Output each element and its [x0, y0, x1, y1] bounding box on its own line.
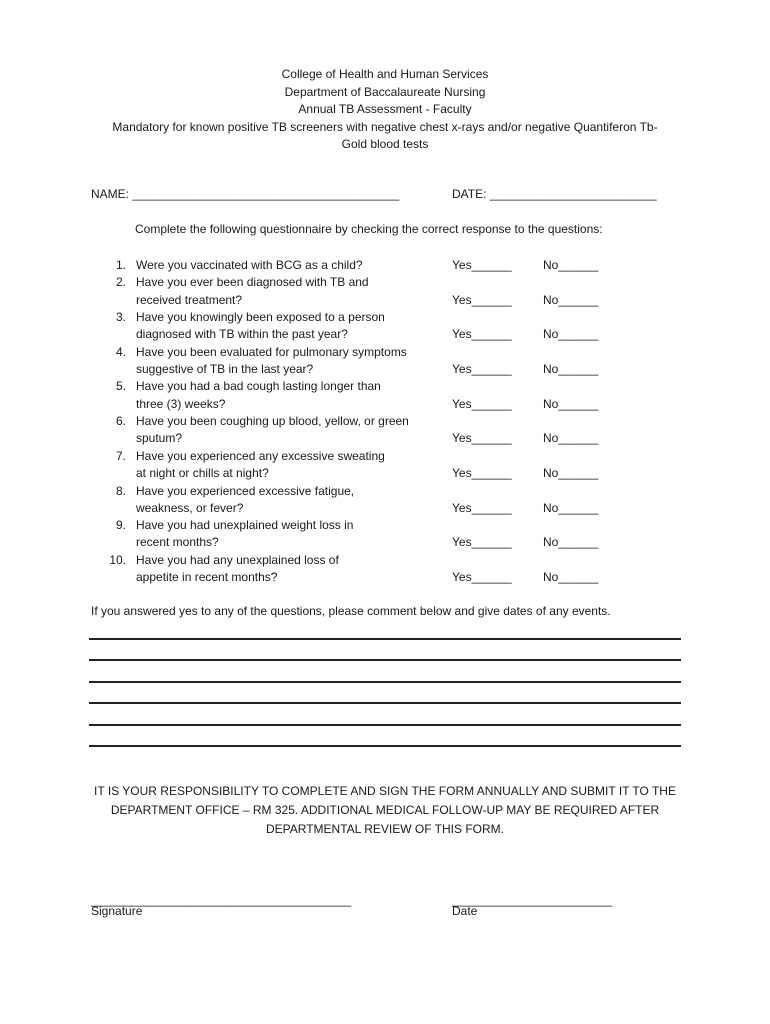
signature-date-label: Date — [452, 904, 478, 918]
question-number: 10. — [109, 552, 126, 567]
no-answer-field[interactable]: No______ — [543, 466, 599, 481]
question-item — [0, 413, 770, 448]
question-text-line1: Have you experienced excessive fatigue, — [136, 483, 355, 498]
comment-line[interactable] — [89, 724, 681, 726]
yes-answer-field[interactable]: Yes______ — [452, 431, 512, 446]
question-text — [136, 483, 436, 518]
yes-answer-field[interactable]: Yes______ — [452, 292, 512, 307]
question-text-line2: at night or chills at night? — [136, 466, 269, 481]
no-answer-field[interactable]: No______ — [543, 292, 599, 307]
college-name: College of Health and Human Services — [281, 67, 489, 81]
question-text-line2: suggestive of TB in the last year? — [136, 361, 314, 376]
question-number: 7. — [115, 448, 126, 463]
question-text-line1: Have you knowingly been exposed to a person — [136, 310, 385, 324]
question-text — [136, 552, 436, 587]
question-number: 5. — [115, 379, 126, 394]
question-item — [0, 448, 770, 483]
responsibility-line3: DEPARTMENTAL REVIEW OF THIS FORM. — [265, 822, 505, 836]
question-text-line2: diagnosed with TB within the past year? — [136, 327, 348, 342]
question-number: 9. — [115, 518, 126, 533]
comment-line[interactable] — [89, 745, 681, 747]
yes-answer-field[interactable]: Yes______ — [452, 396, 512, 411]
yes-answer-field[interactable]: Yes______ — [452, 500, 512, 515]
form-subtitle-line2: Gold blood tests — [341, 137, 429, 151]
question-item — [0, 483, 770, 518]
question-text-line1: Have you had a bad cough lasting longer than — [136, 379, 381, 394]
question-number: 3. — [115, 310, 126, 324]
question-item — [0, 378, 770, 413]
question-number: 2. — [115, 275, 126, 290]
question-item — [0, 344, 770, 379]
no-answer-field[interactable]: No______ — [543, 431, 599, 446]
form-subtitle-line1: Mandatory for known positive TB screeners with negative chest x-rays and/or negative Quantiferon Tb- — [112, 119, 658, 134]
question-text-line1: Have you had unexplained weight loss in — [136, 518, 354, 533]
form-header — [0, 66, 770, 154]
no-answer-field[interactable]: No______ — [543, 535, 599, 550]
signature-date-field[interactable]: ________________________ — [452, 893, 613, 907]
no-answer-field[interactable]: No______ — [543, 500, 599, 515]
responsibility-line1: IT IS YOUR RESPONSIBILITY TO COMPLETE AND SIGN THE FORM ANNUALLY AND SUBMIT IT TO THE — [94, 784, 676, 798]
question-item — [0, 517, 770, 552]
no-answer-field[interactable]: No______ — [543, 396, 599, 411]
question-text-line2: sputum? — [136, 431, 183, 446]
no-answer-field[interactable]: No______ — [543, 570, 599, 585]
question-text — [136, 274, 436, 309]
question-item — [0, 274, 770, 309]
question-text-line1: Were you vaccinated with BCG as a child? — [136, 258, 363, 272]
yes-answer-field[interactable]: Yes______ — [452, 466, 512, 481]
form-title: Annual TB Assessment - Faculty — [298, 102, 472, 116]
name-field[interactable]: NAME: ________________________________________ — [91, 187, 400, 201]
question-number: 8. — [115, 483, 126, 498]
question-text — [136, 413, 436, 448]
question-text-line2: weakness, or fever? — [136, 500, 244, 515]
responsibility-notice — [0, 782, 770, 839]
instructions-text: Complete the following questionnaire by checking the correct response to the questions: — [135, 222, 603, 236]
comment-line[interactable] — [89, 638, 681, 640]
question-text-line1: Have you been evaluated for pulmonary symptoms — [136, 344, 407, 359]
question-text — [136, 448, 436, 483]
question-number: 1. — [115, 258, 126, 272]
question-text — [136, 309, 436, 344]
yes-answer-field[interactable]: Yes______ — [452, 258, 512, 272]
question-text — [136, 344, 436, 379]
question-item — [0, 552, 770, 587]
question-text-line2: recent months? — [136, 535, 219, 550]
yes-answer-field[interactable]: Yes______ — [452, 535, 512, 550]
no-answer-field[interactable]: No______ — [543, 258, 599, 272]
responsibility-line2: DEPARTMENT OFFICE – RM 325. ADDITIONAL MEDICAL FOLLOW-UP MAY BE REQUIRED AFTER — [110, 803, 660, 817]
question-text-line1: Have you experienced any excessive sweating — [136, 448, 385, 463]
comment-line[interactable] — [89, 659, 681, 661]
no-answer-field[interactable]: No______ — [543, 361, 599, 376]
question-item — [0, 309, 770, 344]
yes-answer-field[interactable]: Yes______ — [452, 327, 512, 342]
comment-prompt: If you answered yes to any of the questions, please comment below and give dates of any events. — [91, 604, 611, 618]
yes-answer-field[interactable]: Yes______ — [452, 361, 512, 376]
question-text — [136, 517, 436, 552]
question-number: 4. — [115, 344, 126, 359]
comment-line[interactable] — [89, 681, 681, 683]
question-text-line2: appetite in recent months? — [136, 570, 278, 585]
question-text-line2: three (3) weeks? — [136, 396, 226, 411]
question-text-line1: Have you been coughing up blood, yellow, or green — [136, 414, 409, 429]
question-text-line1: Have you ever been diagnosed with TB and — [136, 275, 369, 290]
question-text-line1: Have you had any unexplained loss of — [136, 552, 339, 567]
signature-label: Signature — [91, 904, 143, 918]
question-text-line2: received treatment? — [136, 292, 243, 307]
department-name: Department of Baccalaureate Nursing — [284, 84, 486, 99]
question-text — [136, 378, 436, 413]
date-field[interactable]: DATE: _________________________ — [452, 187, 657, 201]
yes-answer-field[interactable]: Yes______ — [452, 570, 512, 585]
signature-field[interactable]: _______________________________________ — [91, 893, 352, 907]
no-answer-field[interactable]: No______ — [543, 327, 599, 342]
question-text — [136, 257, 436, 274]
question-number: 6. — [115, 414, 126, 429]
comment-line[interactable] — [89, 702, 681, 704]
